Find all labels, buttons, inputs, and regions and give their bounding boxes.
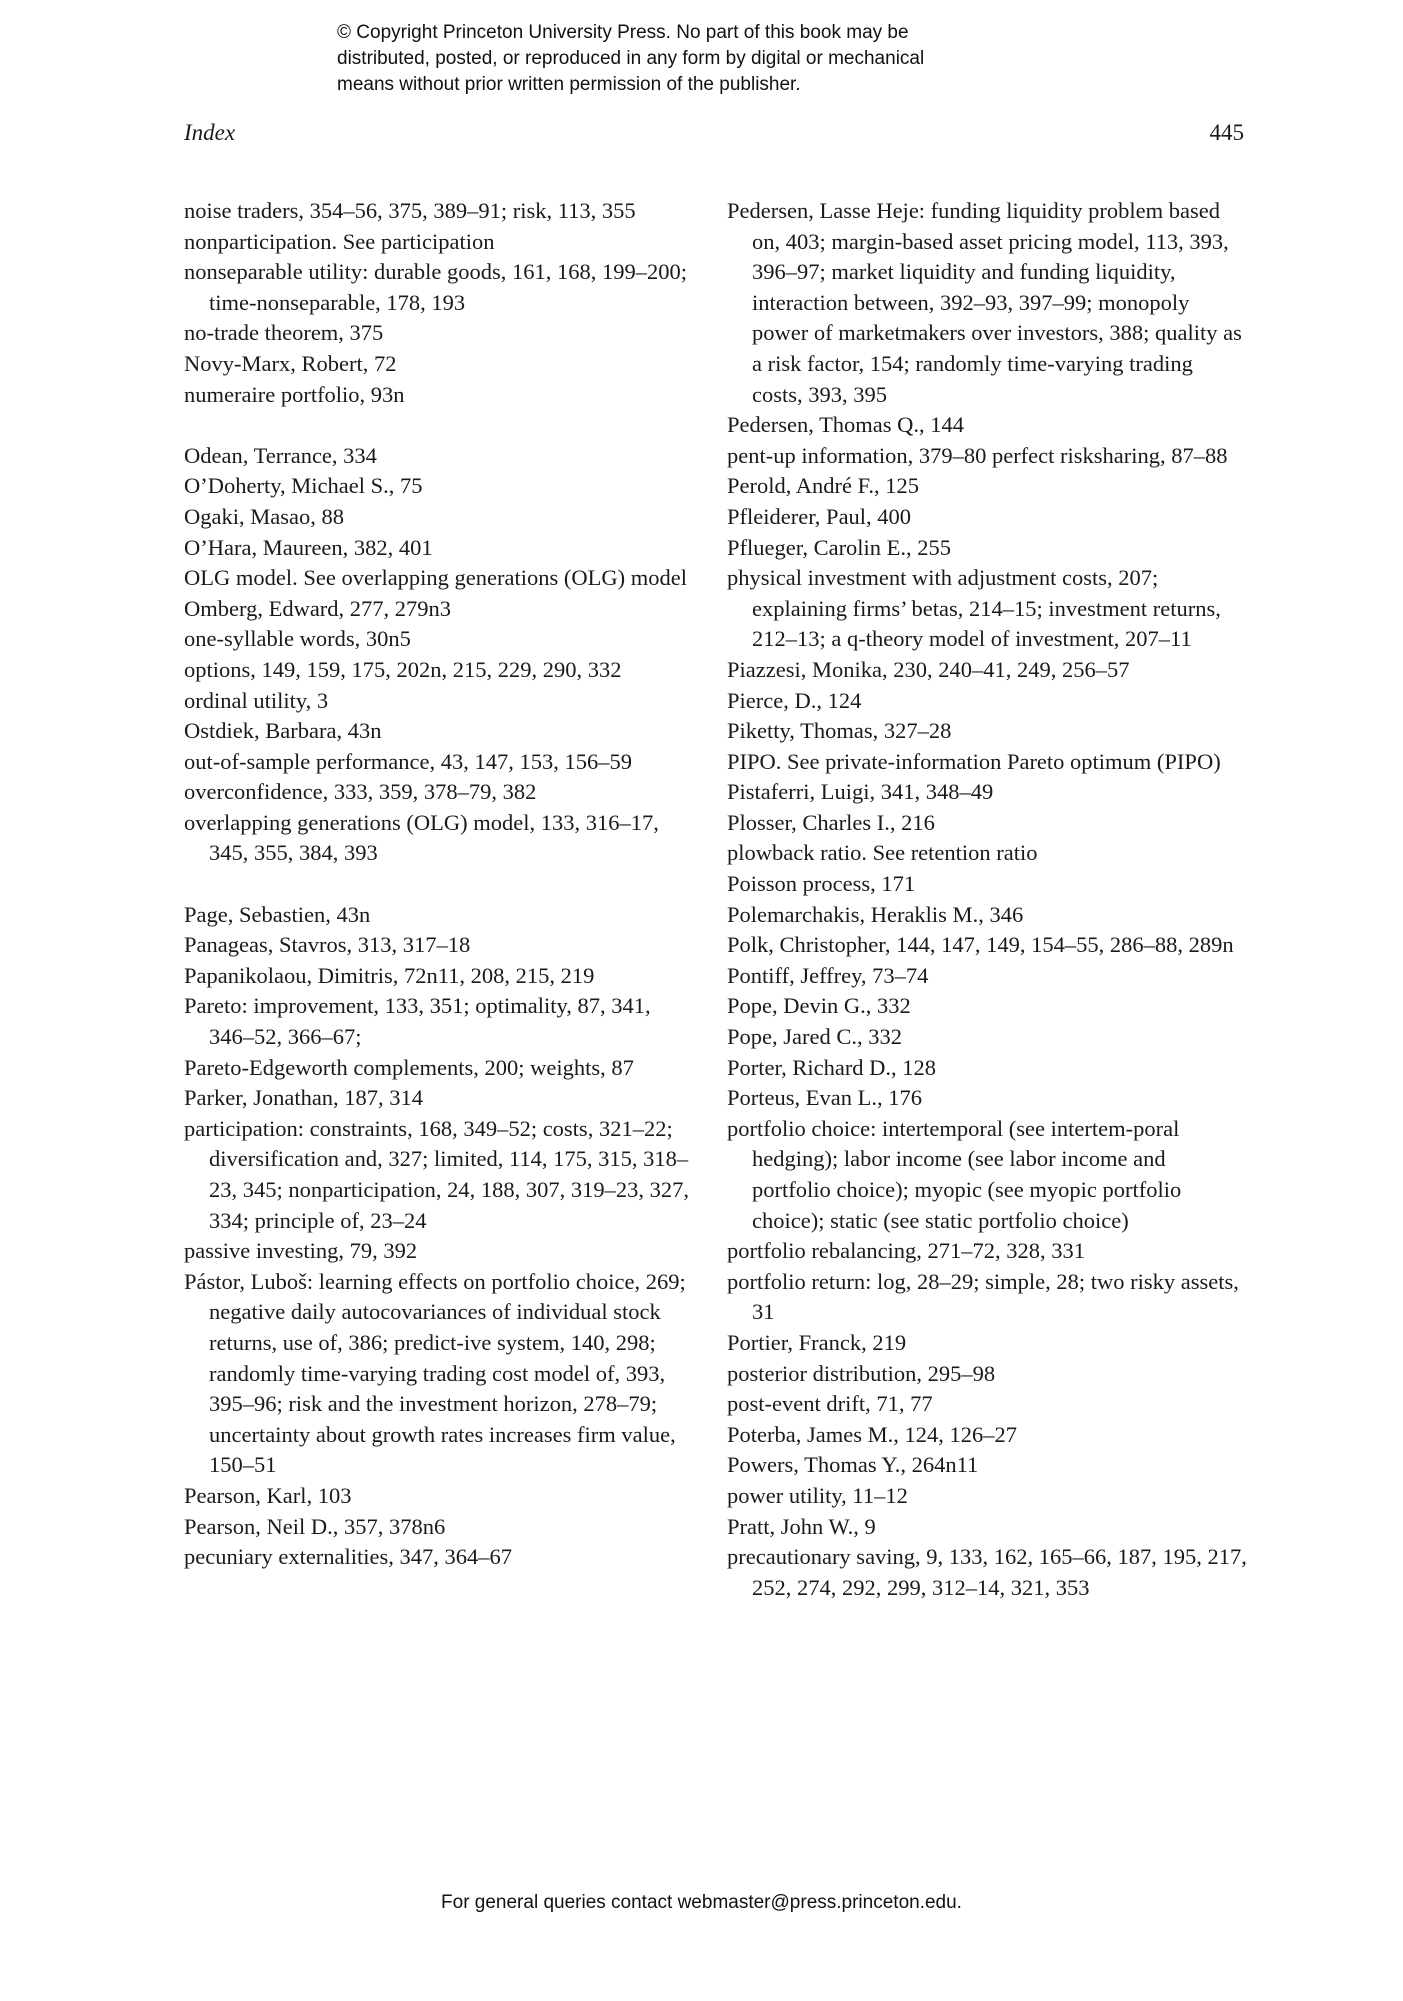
index-entry: Pistaferri, Luigi, 341, 348–49	[727, 779, 994, 805]
index-entry: options, 149, 159, 175, 202n, 215, 229, 290, 332	[184, 656, 622, 682]
index-entry: nonseparable utility: durable goods, 161, 168, 199–200; time-nonseparable, 178, 193	[184, 259, 688, 315]
index-entry: overlapping generations (OLG) model, 133, 316–17, 345, 355, 384, 393	[184, 809, 659, 866]
index-entry: Novy-Marx, Robert, 72	[184, 350, 397, 376]
copyright-line: © Copyright Princeton University Press. No part of this book may be	[337, 22, 909, 43]
index-entry: plowback ratio. See retention ratio	[727, 840, 1038, 866]
index-entry: Page, Sebastien, 43n	[184, 901, 371, 927]
index-entry: participation: constraints, 168, 349–52; costs, 321–22; diversification and, 327; limited, 114, 175, 315, 318–23, 345; nonparticipation, 24, 188, 307, 319–23, 327, 334; principle of, 23–24	[184, 1115, 689, 1233]
index-entry: Powers, Thomas Y., 264n11	[727, 1452, 979, 1478]
index-entry: Pareto-Edgeworth complements, 200; weights, 87	[184, 1054, 634, 1080]
index-entry: precautionary saving, 9, 133, 162, 165–66, 187, 195, 217, 252, 274, 292, 299, 312–14, 321, 353	[727, 1544, 1247, 1600]
copyright-line: distributed, posted, or reproduced in any form by digital or mechanical	[337, 48, 925, 69]
index-entry: portfolio choice: intertemporal (see intertem-poral hedging); labor income (see labor income and portfolio choice); myopic (see myopic portfolio choice); static (see static portfolio choice)	[727, 1115, 1182, 1233]
index-entry: out-of-sample performance, 43, 147, 153, 156–59	[184, 748, 633, 774]
index-entry: Pfleiderer, Paul, 400	[727, 503, 912, 529]
page-number: 445	[1209, 120, 1244, 145]
index-column-right	[727, 196, 1247, 1603]
index-entry: Pratt, John W., 9	[727, 1513, 876, 1539]
copyright-line: means without prior written permission of the publisher.	[337, 74, 801, 95]
index-entry: Parker, Jonathan, 187, 314	[184, 1085, 424, 1111]
index-entry: Pope, Jared C., 332	[727, 1024, 902, 1050]
letter-group-gap	[184, 869, 689, 900]
index-entry: Piazzesi, Monika, 230, 240–41, 249, 256–57	[727, 656, 1130, 682]
index-entry: overconfidence, 333, 359, 378–79, 382	[184, 779, 537, 805]
index-entry: O’Hara, Maureen, 382, 401	[184, 534, 433, 560]
index-entry: PIPO. See private-information Pareto optimum (PIPO)	[727, 748, 1221, 774]
index-entry: no-trade theorem, 375	[184, 320, 384, 346]
index-entry: Pedersen, Lasse Heje: funding liquidity problem based on, 403; margin-based asset pricing model, 113, 393, 396–97; market liquidity and funding liquidity, interaction between, 392–93, 397–99; monopoly power of marketmakers over investors, 388; quality as a risk factor, 154; randomly time-varying trading costs, 393, 395	[727, 198, 1242, 407]
index-entry: pent-up information, 379–80 perfect risksharing, 87–88	[727, 442, 1228, 468]
index-entry: posterior distribution, 295–98	[727, 1360, 996, 1386]
index-column-left	[184, 196, 689, 1573]
index-entry: one-syllable words, 30n5	[184, 626, 411, 652]
letter-group-gap	[184, 410, 689, 441]
index-entry: Poisson process, 171	[727, 871, 916, 897]
index-entry: post-event drift, 71, 77	[727, 1391, 933, 1417]
index-entry: portfolio return: log, 28–29; simple, 28; two risky assets, 31	[727, 1268, 1239, 1325]
index-entry: Papanikolaou, Dimitris, 72n11, 208, 215, 219	[184, 962, 595, 988]
index-entry: Piketty, Thomas, 327–28	[727, 718, 952, 744]
index-entry: Pierce, D., 124	[727, 687, 862, 713]
index-entry: Pedersen, Thomas Q., 144	[727, 412, 965, 438]
index-entry: ordinal utility, 3	[184, 687, 329, 713]
index-entry: passive investing, 79, 392	[184, 1238, 418, 1264]
index-entry: Pflueger, Carolin E., 255	[727, 534, 952, 560]
index-entry: Portier, Franck, 219	[727, 1329, 907, 1355]
index-entry: Polk, Christopher, 144, 147, 149, 154–55, 286–88, 289n	[727, 932, 1234, 958]
index-entry: portfolio rebalancing, 271–72, 328, 331	[727, 1238, 1086, 1264]
index-entry: Odean, Terrance, 334	[184, 442, 377, 468]
index-entry: OLG model. See overlapping generations (OLG) model	[184, 565, 687, 591]
index-entry: Poterba, James M., 124, 126–27	[727, 1421, 1017, 1447]
index-entry: Pope, Devin G., 332	[727, 993, 911, 1019]
index-entry: Pástor, Luboš: learning effects on portfolio choice, 269; negative daily autocovariances of individual stock returns, use of, 386; predict-ive system, 140, 298; randomly time-varying trading cost model of, 393, 395–96; risk and the investment horizon, 278–79; uncertainty about growth rates increases firm value, 150–51	[184, 1268, 686, 1478]
index-entry: Polemarchakis, Heraklis M., 346	[727, 901, 1024, 927]
index-entry: Ostdiek, Barbara, 43n	[184, 718, 382, 744]
index-entry: pecuniary externalities, 347, 364–67	[184, 1544, 513, 1570]
index-entry: Pontiff, Jeffrey, 73–74	[727, 962, 929, 988]
index-entry: Perold, André F., 125	[727, 473, 919, 499]
index-entry: Pareto: improvement, 133, 351; optimality, 87, 341, 346–52, 366–67;	[184, 993, 651, 1050]
index-entry: Ogaki, Masao, 88	[184, 503, 344, 529]
index-entry: Plosser, Charles I., 216	[727, 809, 935, 835]
footer-contact: For general queries contact webmaster@press.princeton.edu.	[441, 1892, 962, 1913]
index-entry: power utility, 11–12	[727, 1482, 908, 1508]
index-entry: Omberg, Edward, 277, 279n3	[184, 595, 452, 621]
index-entry: Porter, Richard D., 128	[727, 1054, 937, 1080]
running-head-title: Index	[184, 120, 236, 145]
index-entry: noise traders, 354–56, 375, 389–91; risk, 113, 355	[184, 198, 636, 223]
index-entry: numeraire portfolio, 93n	[184, 381, 405, 407]
index-entry: Panageas, Stavros, 313, 317–18	[184, 932, 471, 958]
index-entry: Pearson, Neil D., 357, 378n6	[184, 1513, 446, 1539]
index-entry: nonparticipation. See participation	[184, 228, 495, 254]
index-entry: Porteus, Evan L., 176	[727, 1085, 922, 1111]
index-entry: O’Doherty, Michael S., 75	[184, 473, 423, 499]
copyright-notice	[337, 20, 1097, 98]
index-entry: Pearson, Karl, 103	[184, 1482, 352, 1508]
index-entry: physical investment with adjustment costs, 207; explaining firms’ betas, 214–15; investment returns, 212–13; a q-theory model of investment, 207–11	[727, 565, 1221, 652]
